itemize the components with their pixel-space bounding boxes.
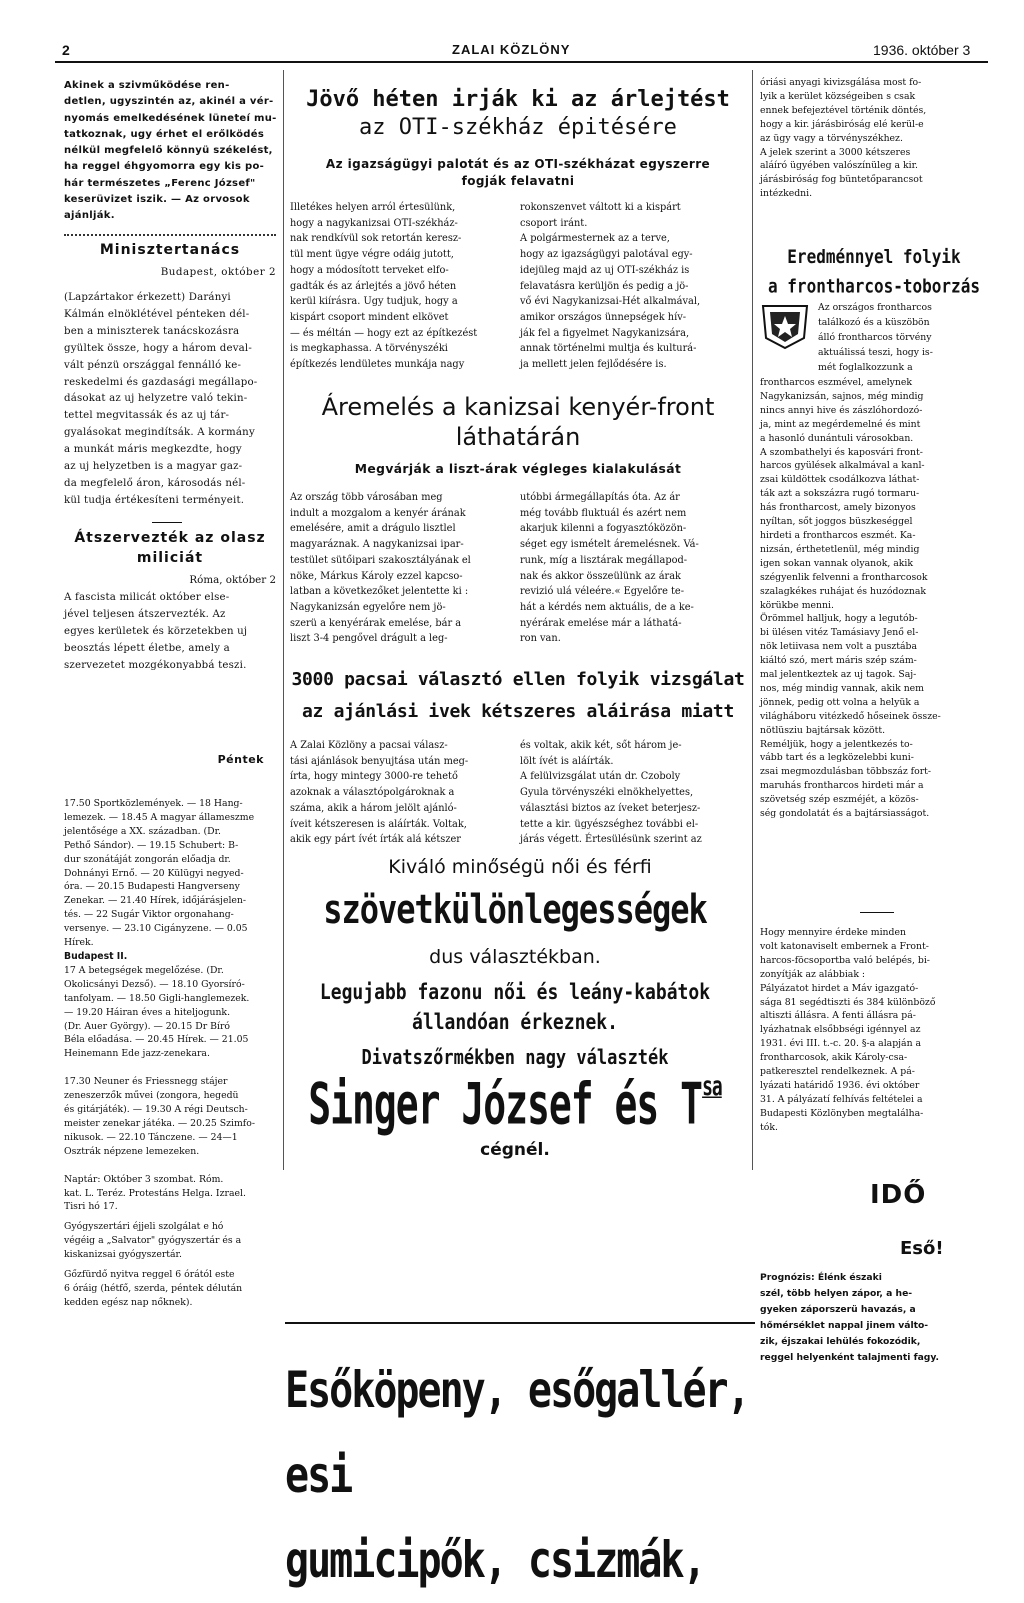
text-line: indult a mozgalom a kenyér árának	[290, 507, 466, 519]
text-line: még tovább fluktuál és azért nem	[520, 507, 687, 519]
text-line: volt katonaviselt embernek a Front-	[760, 940, 929, 952]
frontharcos-body-2	[760, 612, 990, 821]
text-line: magyaráznak. A nagykanizsai ipar-	[290, 539, 464, 551]
text-line: kül tudja értékesíteni terményeit.	[64, 494, 245, 506]
bread-article-text-1	[290, 490, 512, 647]
text-line: ha reggel éhgyomorra egy kis po-	[64, 161, 265, 173]
text-line: keserüvizet iszik. — Az orvosok	[64, 194, 250, 206]
pacsa-article-text-2	[520, 738, 748, 848]
text-line: szervezetet mozgékonyabbá teszi.	[64, 659, 247, 671]
text-line: 1931. évi III. t.-c. 20. §-a alapján a	[760, 1038, 922, 1050]
oti-article-text-2	[520, 200, 748, 373]
right-column	[760, 76, 990, 201]
text-line: akarjuk kilenni a fogyasztóközön-	[520, 523, 687, 535]
text-line: annak történelmi multja és kulturá-	[520, 343, 697, 355]
text-line: utóbbi ármegállapítás óta. Az ár	[520, 492, 680, 503]
text-line: 17.30 Neuner és Friessnegg stájer	[64, 1076, 228, 1088]
text-line: vább tart és a legközelebbi kuni-	[760, 752, 914, 764]
text-line: amikor országos ünnepségek hív-	[520, 311, 687, 323]
text-line: dur szonátáját zongorán előadja dr.	[64, 853, 231, 865]
text-line: 17 A betegségek megelőzése. (Dr.	[64, 964, 224, 976]
oti-article-text-1	[290, 200, 512, 373]
text-line: ennek befejeztével történik döntés,	[760, 104, 927, 116]
text-line: nizsán, érthetetlenül, még mindig	[760, 543, 920, 555]
text-line: óriási anyagi kivizsgálása most fo-	[760, 77, 922, 88]
text-line: hirdeti a frontharcos eszmét. Ka-	[760, 529, 916, 541]
text-line: jelentősége a XX. században. (Dr.	[64, 825, 221, 837]
milicia-title	[64, 528, 276, 568]
text-line: szövetség szép eszméjét, a közös-	[760, 794, 919, 806]
text-line: nos, még mindig vannak, akik nem	[760, 682, 924, 694]
column-divider-left	[283, 70, 284, 1170]
text-line: nöke, Márkus Károly ezzel kapcso-	[290, 570, 463, 582]
text-line: nak rendkívül sok retortán keresz-	[290, 233, 462, 245]
text-line: — és méltán — hogy ezt az építkezést	[290, 327, 478, 339]
bottom-ad-top-rule	[285, 1322, 755, 1324]
subhead-bread: Megvárják a liszt-árak végleges kialakulását	[354, 462, 682, 476]
text-line: dásokat az uj helyzetre való tekin-	[64, 393, 248, 405]
radio-budapest-ii	[64, 964, 278, 1061]
ad-line-1: Kiváló minőségü női és férfi	[388, 856, 652, 878]
text-line: aktuálissá teszi, hogy is-	[818, 347, 933, 358]
text-line: azoknak a választópolgároknak a	[290, 787, 455, 799]
text-line: vő évi Nagykanizsai-Hét alkalmával,	[520, 296, 701, 308]
text-line: 17.50 Sportközlemények. — 18 Hang-	[64, 798, 243, 809]
text-line: A jelek szerint a 3000 kétszeres	[760, 146, 911, 158]
raincoat-ad-line-2: gumicipők, csizmák,	[285, 1531, 705, 1590]
text-line: Az ország több városában meg	[290, 492, 443, 503]
bread-article-text-2	[520, 490, 748, 647]
text-line: az ügy vagy a törvényszékhez.	[760, 132, 903, 144]
text-line: Az országos frontharcos	[818, 302, 932, 313]
text-line: Prognózis: Élénk északi	[760, 1272, 882, 1283]
text-line: zik, éjszakai lehülés fokozódik,	[760, 1336, 921, 1347]
text-line: gyültek össze, hogy a három deval-	[64, 342, 253, 354]
text-line: igen sokan vannak olyanok, akik	[760, 557, 914, 569]
bath-notice	[64, 1268, 278, 1310]
text-line: ja mellett jelen fejlődésére is.	[520, 359, 667, 371]
text-line: tés. — 22 Sugár Viktor orgonahang-	[64, 909, 234, 921]
radio-program-day: Péntek	[217, 753, 264, 766]
mav-article	[760, 926, 990, 1135]
text-line: A felülvizsgálat után dr. Czoboly	[520, 771, 681, 783]
text-line: kispárt csoport mindent elkövet	[290, 311, 449, 323]
left-column	[64, 78, 278, 225]
text-line: gyeken záporszerü havazás, a	[760, 1304, 916, 1315]
text-line: is megkaphassa. A törvényszéki	[290, 343, 448, 355]
headline-pacsa-line-1: 3000 pacsai választó ellen folyik vizsgálat	[291, 669, 745, 690]
headline-pacsa	[290, 664, 746, 728]
weather-title: IDŐ	[870, 1180, 927, 1210]
text-line: mét foglalkozzunk a	[818, 362, 913, 373]
short-divider-right	[860, 912, 894, 913]
minister-council-article	[64, 290, 278, 510]
text-line: Osztrák népzene lemezeken.	[64, 1145, 200, 1157]
text-line: lölt ívét is aláírták.	[520, 755, 614, 767]
text-line: csoport iránt.	[520, 217, 588, 229]
milicia-title-line-1: Átszervezték az olasz	[74, 530, 266, 546]
pacsa-article-col2	[520, 738, 748, 848]
paper-name: ZALAI KÖZLÖNY	[452, 42, 571, 57]
ad-line-8: cégnél.	[480, 1140, 550, 1160]
frontharcos-headline-line-1: Eredménnyel folyik	[787, 245, 961, 268]
text-line: aláíró ügyében valószínüleg a kir.	[760, 160, 918, 172]
ad-line-5: állandóan érkeznek.	[412, 1009, 618, 1036]
text-line: nak és akkor összeülünk az árak	[520, 570, 681, 582]
text-line: tül ment ügye végre odáig jutott,	[290, 249, 454, 261]
text-line: meister zenekar játéka. — 20.25 Szimfo-	[64, 1117, 255, 1129]
text-line: hogy a kir. járásbiróság elé kerül-e	[760, 118, 924, 130]
issue-date: 1936. október 3	[873, 42, 971, 58]
text-line: nötlüsziu bajtársak között.	[760, 724, 886, 736]
text-line: a munkát máris megkezdte, hogy	[64, 444, 242, 456]
radio-budapest-ii-title: Budapest II.	[64, 950, 128, 962]
ad-line-2: szövetkülönlegességek	[323, 885, 707, 933]
text-line: Budapesti Közlönyben megtalálha-	[760, 1107, 924, 1119]
text-line: Gyógyszertári éjjeli szolgálat e hó	[64, 1221, 224, 1233]
text-line: hogy a módosított terveket elfo-	[290, 264, 449, 276]
pacsa-continued	[760, 76, 990, 201]
text-line: találkozó és a küszöbön	[818, 317, 930, 328]
text-line: járásbiróság fog büntetőparancsot	[760, 174, 923, 186]
text-line: akik egy párt ívét írták alá kétszer	[290, 834, 461, 846]
short-divider	[152, 522, 182, 523]
text-line: gyalásokat megindítsák. A kormány	[64, 427, 255, 439]
text-line: maruhás frontharcos hirdeti már a	[760, 780, 924, 792]
text-line: gadták és az árlejtés a jövő héten	[290, 280, 457, 292]
text-line: zeneszerzők művei (zongora, hegedü	[64, 1090, 239, 1102]
text-line: (Dr. Auer György). — 20.15 Dr Bíró	[64, 1020, 230, 1032]
text-line: zsai megmozdulásban többszáz fort-	[760, 766, 932, 778]
text-line: Hogy mennyire érdeke minden	[760, 927, 906, 938]
text-line: emelésére, amit a drágulo lisztlel	[290, 523, 456, 535]
text-line: da megfelelő áron, károsodás nél-	[64, 477, 246, 489]
radio-vienna	[64, 1075, 278, 1158]
text-line: latban a következőket jelentette ki :	[290, 586, 469, 598]
text-line: nyomás emelkedésének lüneteí mu-	[64, 112, 277, 124]
text-line: — 19.20 Háiran éves a hiteljogunk.	[64, 1006, 231, 1018]
text-line: körükbe menni.	[760, 599, 834, 611]
text-line: lemezek. — 18.45 A magyar állameszme	[64, 811, 255, 823]
text-line: sága 81 segédtiszti és 384 különböző	[760, 996, 936, 1008]
text-line: Tisri hó 17.	[64, 1201, 118, 1213]
frontharcos-headline	[756, 242, 992, 302]
text-line: hogy a nagykanizsai OTI-székház-	[290, 217, 458, 229]
text-line: hőmérséklet nappal jinem válto-	[760, 1320, 929, 1331]
text-line: idejüleg majd az uj OTI-székház is	[520, 264, 690, 276]
text-line: ja, mint az megérdemelné és mint	[760, 418, 921, 430]
text-line: Örömmel halljuk, hogy a legutób-	[760, 613, 918, 625]
ad-company-suffix: sa	[702, 1071, 722, 1103]
text-line: Nagykanizsán, sajnos, még mindig	[760, 390, 924, 402]
text-line: lyázati határidő 1936. évi október	[760, 1079, 920, 1091]
text-line: testület sütőipari szakosztályának el	[290, 554, 471, 566]
text-line: nikusok. — 22.10 Tánczene. — 24—1	[64, 1131, 238, 1143]
text-line: A polgármesternek az a terve,	[520, 233, 670, 245]
frontharcos-body	[760, 376, 990, 612]
text-line: nök letiivasa nem volt a pusztába	[760, 641, 918, 653]
text-line: rokonszenvet váltott ki a kispárt	[520, 202, 681, 213]
text-line: nélkül megfelelő könnyü székelést,	[64, 145, 273, 157]
text-line: szégyenlik felvenni a frontharcosok	[760, 571, 928, 583]
header-rule	[55, 61, 988, 63]
text-line: beosztás lépett életbe, amely a	[64, 642, 230, 654]
column-divider-right	[752, 70, 753, 1170]
text-line: Naptár: Október 3 szombat. Róm.	[64, 1173, 224, 1185]
radio-budapest-i	[64, 797, 278, 950]
weather-headline: Eső!	[900, 1238, 944, 1259]
text-line: nyérárak emelése már a láthatá-	[520, 617, 682, 629]
text-line: lyázhatnak elsőbbségi igénnyel az	[760, 1024, 921, 1036]
subhead-oti-line-1: Az igazságügyi palotát és az OTI-székházat egyszerre	[325, 157, 711, 171]
pharmacy-notice	[64, 1220, 278, 1262]
text-line: íveit kétszeresen is aláírták. Voltak,	[290, 818, 467, 830]
text-line: Pethő Sándor). — 19.15 Schubert: B-	[64, 839, 239, 851]
calendar-notice	[64, 1173, 278, 1215]
text-line: hogy az igazságügyi palotával egy-	[520, 249, 693, 261]
text-line: mal jelentkeztek az uj tagok. Saj-	[760, 669, 917, 681]
text-line: kat. L. Teréz. Protestáns Helga. Izrael.	[64, 1187, 246, 1199]
text-line: Akinek a szivműködése ren-	[64, 80, 230, 91]
text-line: járás végett. Értesülésünk szerint az	[520, 834, 702, 846]
text-line: felavatásra kerüljön és pedig a jö-	[520, 280, 689, 292]
frontharcos-article	[760, 376, 990, 821]
text-line: versenye. — 23.10 Cigányzene. — 0.05	[64, 923, 248, 935]
text-line: reskedelmi és gazdasági megállapo-	[64, 376, 258, 388]
text-line: kerül kiírásra. Ugy tudjuk, hogy a	[290, 296, 458, 308]
bread-article-col1	[290, 490, 512, 647]
text-line: és voltak, akik két, sőt három je-	[520, 740, 682, 751]
headline-oti	[290, 86, 746, 142]
text-line: A fascista milicát október else-	[64, 592, 230, 603]
oti-article-col1	[290, 200, 512, 373]
raincoat-advertisement	[285, 1348, 755, 1603]
bread-article-col2	[520, 490, 748, 647]
frontharcos-emblem-icon	[760, 302, 810, 350]
oti-article-col2	[520, 200, 748, 373]
text-line: Nagykanizsán egyelőre nem jö-	[290, 601, 446, 613]
text-line: harcos-föcsoportba való belépés, bi-	[760, 954, 930, 966]
text-line: ják fel a figyelmet Nagykanizsára,	[520, 327, 690, 339]
text-line: Dohnányi Ernő. — 20 Külügyi negyed-	[64, 867, 244, 879]
subhead-oti-line-2: fogják felavatni	[461, 174, 575, 188]
headline-bread-line-2: láthatárán	[455, 423, 581, 451]
frontharcos-intro	[818, 300, 990, 375]
text-line: nincs annyi hive és zászlóhordozó-	[760, 404, 923, 416]
text-line: harcos gyülések alkalmával a kanl-	[760, 460, 925, 472]
text-line: tatkoznak, ugy érhet el erőlködés	[64, 128, 265, 140]
text-line: Kálmán elnöklétével pénteken dél-	[64, 308, 250, 320]
minister-council-body	[64, 290, 278, 510]
forecast-text	[760, 1270, 990, 1366]
text-line: jével teljesen átszervezték. Az	[64, 608, 226, 620]
frontharcos-headline-line-2: a frontharcos-toborzás	[768, 275, 980, 298]
text-line: végéig a „Salvator" gyógyszertár és a	[64, 1235, 242, 1247]
text-line: kedden egész nap nőknek).	[64, 1296, 193, 1308]
text-line: séget egy ismételt áremelésnek. Vá-	[520, 539, 699, 551]
ad-line-6: Divatszőrmékben nagy választék	[361, 1046, 669, 1070]
text-line: frontharcosok, akik Károly-csa-	[760, 1052, 908, 1064]
text-line: Hírek.	[64, 937, 94, 949]
mav-application-text	[760, 926, 990, 1135]
milicia-body	[64, 590, 278, 675]
text-line: egyes kerületek és körzetekben uj	[64, 625, 248, 637]
minister-council-title: Minisztertanács	[99, 242, 241, 258]
text-line: lyik a kerület községeiben s csak	[760, 90, 916, 102]
text-line: intézkedni.	[760, 188, 813, 200]
text-line: szalagkékes ruhájat és huzódoznak	[760, 585, 927, 597]
minister-dateline: Budapest, október 2	[160, 266, 276, 278]
pacsa-article-text-1	[290, 738, 512, 848]
ad-line-3: dus választékban.	[429, 946, 601, 968]
text-line: hát a kérdés nem aktuális, de a ke-	[520, 601, 694, 613]
pacsa-article-col1	[290, 738, 512, 848]
text-line: ben a miniszterek tanácskozásra	[64, 325, 240, 337]
text-line: álló frontharcos törvény	[818, 332, 932, 343]
text-line: kiskanizsai gyógyszertár.	[64, 1249, 182, 1261]
frontharcos-indented-text	[818, 300, 990, 375]
text-line: száma, akik a három jelölt ajánló-	[290, 802, 457, 814]
ad-line-4: Legujabb fazonu női és leány-kabátok	[319, 979, 711, 1006]
text-line: tók.	[760, 1121, 778, 1133]
text-line: jönnek, pedig ott volna a helyük a	[760, 696, 920, 708]
text-line: patkeresztel rendelkeznek. A pá-	[760, 1066, 915, 1078]
dotted-divider	[64, 234, 276, 236]
text-line: Reméljük, hogy a jelentkezés to-	[760, 738, 913, 750]
text-line: A szombathelyi és kaposvári front-	[760, 446, 923, 458]
subhead-oti	[290, 156, 746, 190]
text-line: (Lapzártakor érkezett) Darányi	[64, 292, 231, 303]
ad-line-7	[300, 1071, 730, 1137]
text-line: zonyítják az alábbiak :	[760, 968, 866, 980]
raincoat-ad-line-1: Esőköpeny, esőgallér, esi	[285, 1361, 749, 1505]
radio-program	[64, 797, 278, 1310]
text-line: ség gondolatát és a bajtársiasságot.	[760, 808, 930, 820]
text-line: Béla előadása. — 20.45 Hírek. — 21.05	[64, 1034, 249, 1046]
text-line: hár természetes „Ferenc József"	[64, 177, 256, 189]
text-line: revizió ulá véleére.« Egyelőre te-	[520, 586, 685, 598]
text-line: 31. A pályázatí felhívás feltételei a	[760, 1093, 923, 1105]
text-line: liszt 3-4 pengővel drágult a leg-	[290, 633, 448, 645]
text-line: világháboru vitézkedő hőseinek össze-	[760, 710, 941, 722]
headline-pacsa-line-2: az ajánlási ivek kétszeres aláirása miatt	[301, 701, 734, 722]
headline-oti-line-2: az OTI-székház épitésére	[359, 115, 677, 140]
text-line: Pályázatot hirdet a Máv igazgató-	[760, 982, 919, 994]
text-line: bi ülésen vitéz Tamásiavy Jenő el-	[760, 627, 919, 639]
text-line: altiszti állásra. A fenti állásra pá-	[760, 1010, 916, 1022]
text-line: építkezés lendületes munkája nagy	[290, 359, 465, 371]
text-line: ták azt a sokszázra rugó tormaru-	[760, 488, 920, 500]
text-line: frontharcos eszmével, amelynek	[760, 377, 913, 388]
text-line: tanfolyam. — 18.50 Gigli-hanglemezek.	[64, 992, 250, 1004]
text-line: Illetékes helyen arról értesülünk,	[290, 202, 456, 213]
milicia-article	[64, 590, 278, 675]
headline-oti-line-1: Jövő héten irják ki az árlejtést	[306, 87, 730, 112]
text-line: nyíltan, sőt joggos büszkeséggel	[760, 516, 913, 528]
text-line: írta, hogy mintegy 3000-re tehető	[290, 771, 458, 783]
text-line: kiáltó szó, mert máris szép szám-	[760, 655, 917, 667]
text-line: ajánlják.	[64, 210, 115, 222]
text-line: reggel helyenként talajmenti fagy.	[760, 1352, 939, 1363]
text-line: szerü a kenyérárak emelése, bár a	[290, 617, 462, 629]
milicia-dateline: Róma, október 2	[189, 574, 276, 586]
text-line: Gyula törvényszéki elnökhelyettes,	[520, 787, 694, 799]
singer-advertisement	[300, 856, 730, 1160]
headline-bread	[290, 392, 746, 452]
text-line: 6 óráig (hétfő, szerda, péntek délután	[64, 1283, 243, 1294]
text-line: vált pénzü országgal fennálló ke-	[64, 359, 242, 371]
text-line: Zenekar. — 21.40 Hírek, időjárásjelen-	[64, 895, 247, 907]
text-line: A Zalai Közlöny a pacsai válasz-	[290, 740, 448, 751]
milicia-title-line-2: miliciát	[136, 550, 204, 566]
text-line: óra. — 20.15 Budapesti Hangverseny	[64, 881, 240, 893]
headline-bread-line-1: Áremelés a kanizsai kenyér-front	[321, 393, 715, 421]
text-line: Gőzfürdő nyitva reggel 6 órától este	[64, 1269, 235, 1281]
text-line: a hasonló dunántuli városokban.	[760, 432, 914, 444]
text-line: és gitárjáték). — 19.30 A régi Deutsch-	[64, 1104, 248, 1116]
text-line: hás frontharcost, amely bizonyos	[760, 502, 916, 514]
text-line: választási biztos az íveket beterjesz-	[520, 802, 701, 814]
text-line: detlen, ugyszintén az, akinél a vér-	[64, 96, 274, 108]
text-line: Okolicsányi Dezső). — 18.10 Gyorsíró-	[64, 978, 245, 990]
text-line: zsai küldöttek csodálkozva láthat-	[760, 474, 920, 486]
mineral-water-notice	[64, 78, 278, 225]
ad-company-name: Singer József és T	[308, 1071, 703, 1137]
weather-forecast	[760, 1270, 990, 1366]
text-line: tettel megvitassák és az uj tár-	[64, 410, 230, 422]
text-line: Heinemann Ede jazz-zenekara.	[64, 1048, 210, 1060]
text-line: az uj helyzetben is a magyar gaz-	[64, 461, 243, 473]
text-line: runk, míg a lisztárak megállapod-	[520, 554, 688, 566]
text-line: szél, több helyen zápor, a he-	[760, 1288, 913, 1299]
text-line: tette a kir. ügyészséghez további el-	[520, 818, 699, 830]
text-line: ron van.	[520, 633, 561, 645]
page-number: 2	[62, 42, 70, 58]
text-line: tási ajánlások benyujtása után meg-	[290, 755, 469, 767]
